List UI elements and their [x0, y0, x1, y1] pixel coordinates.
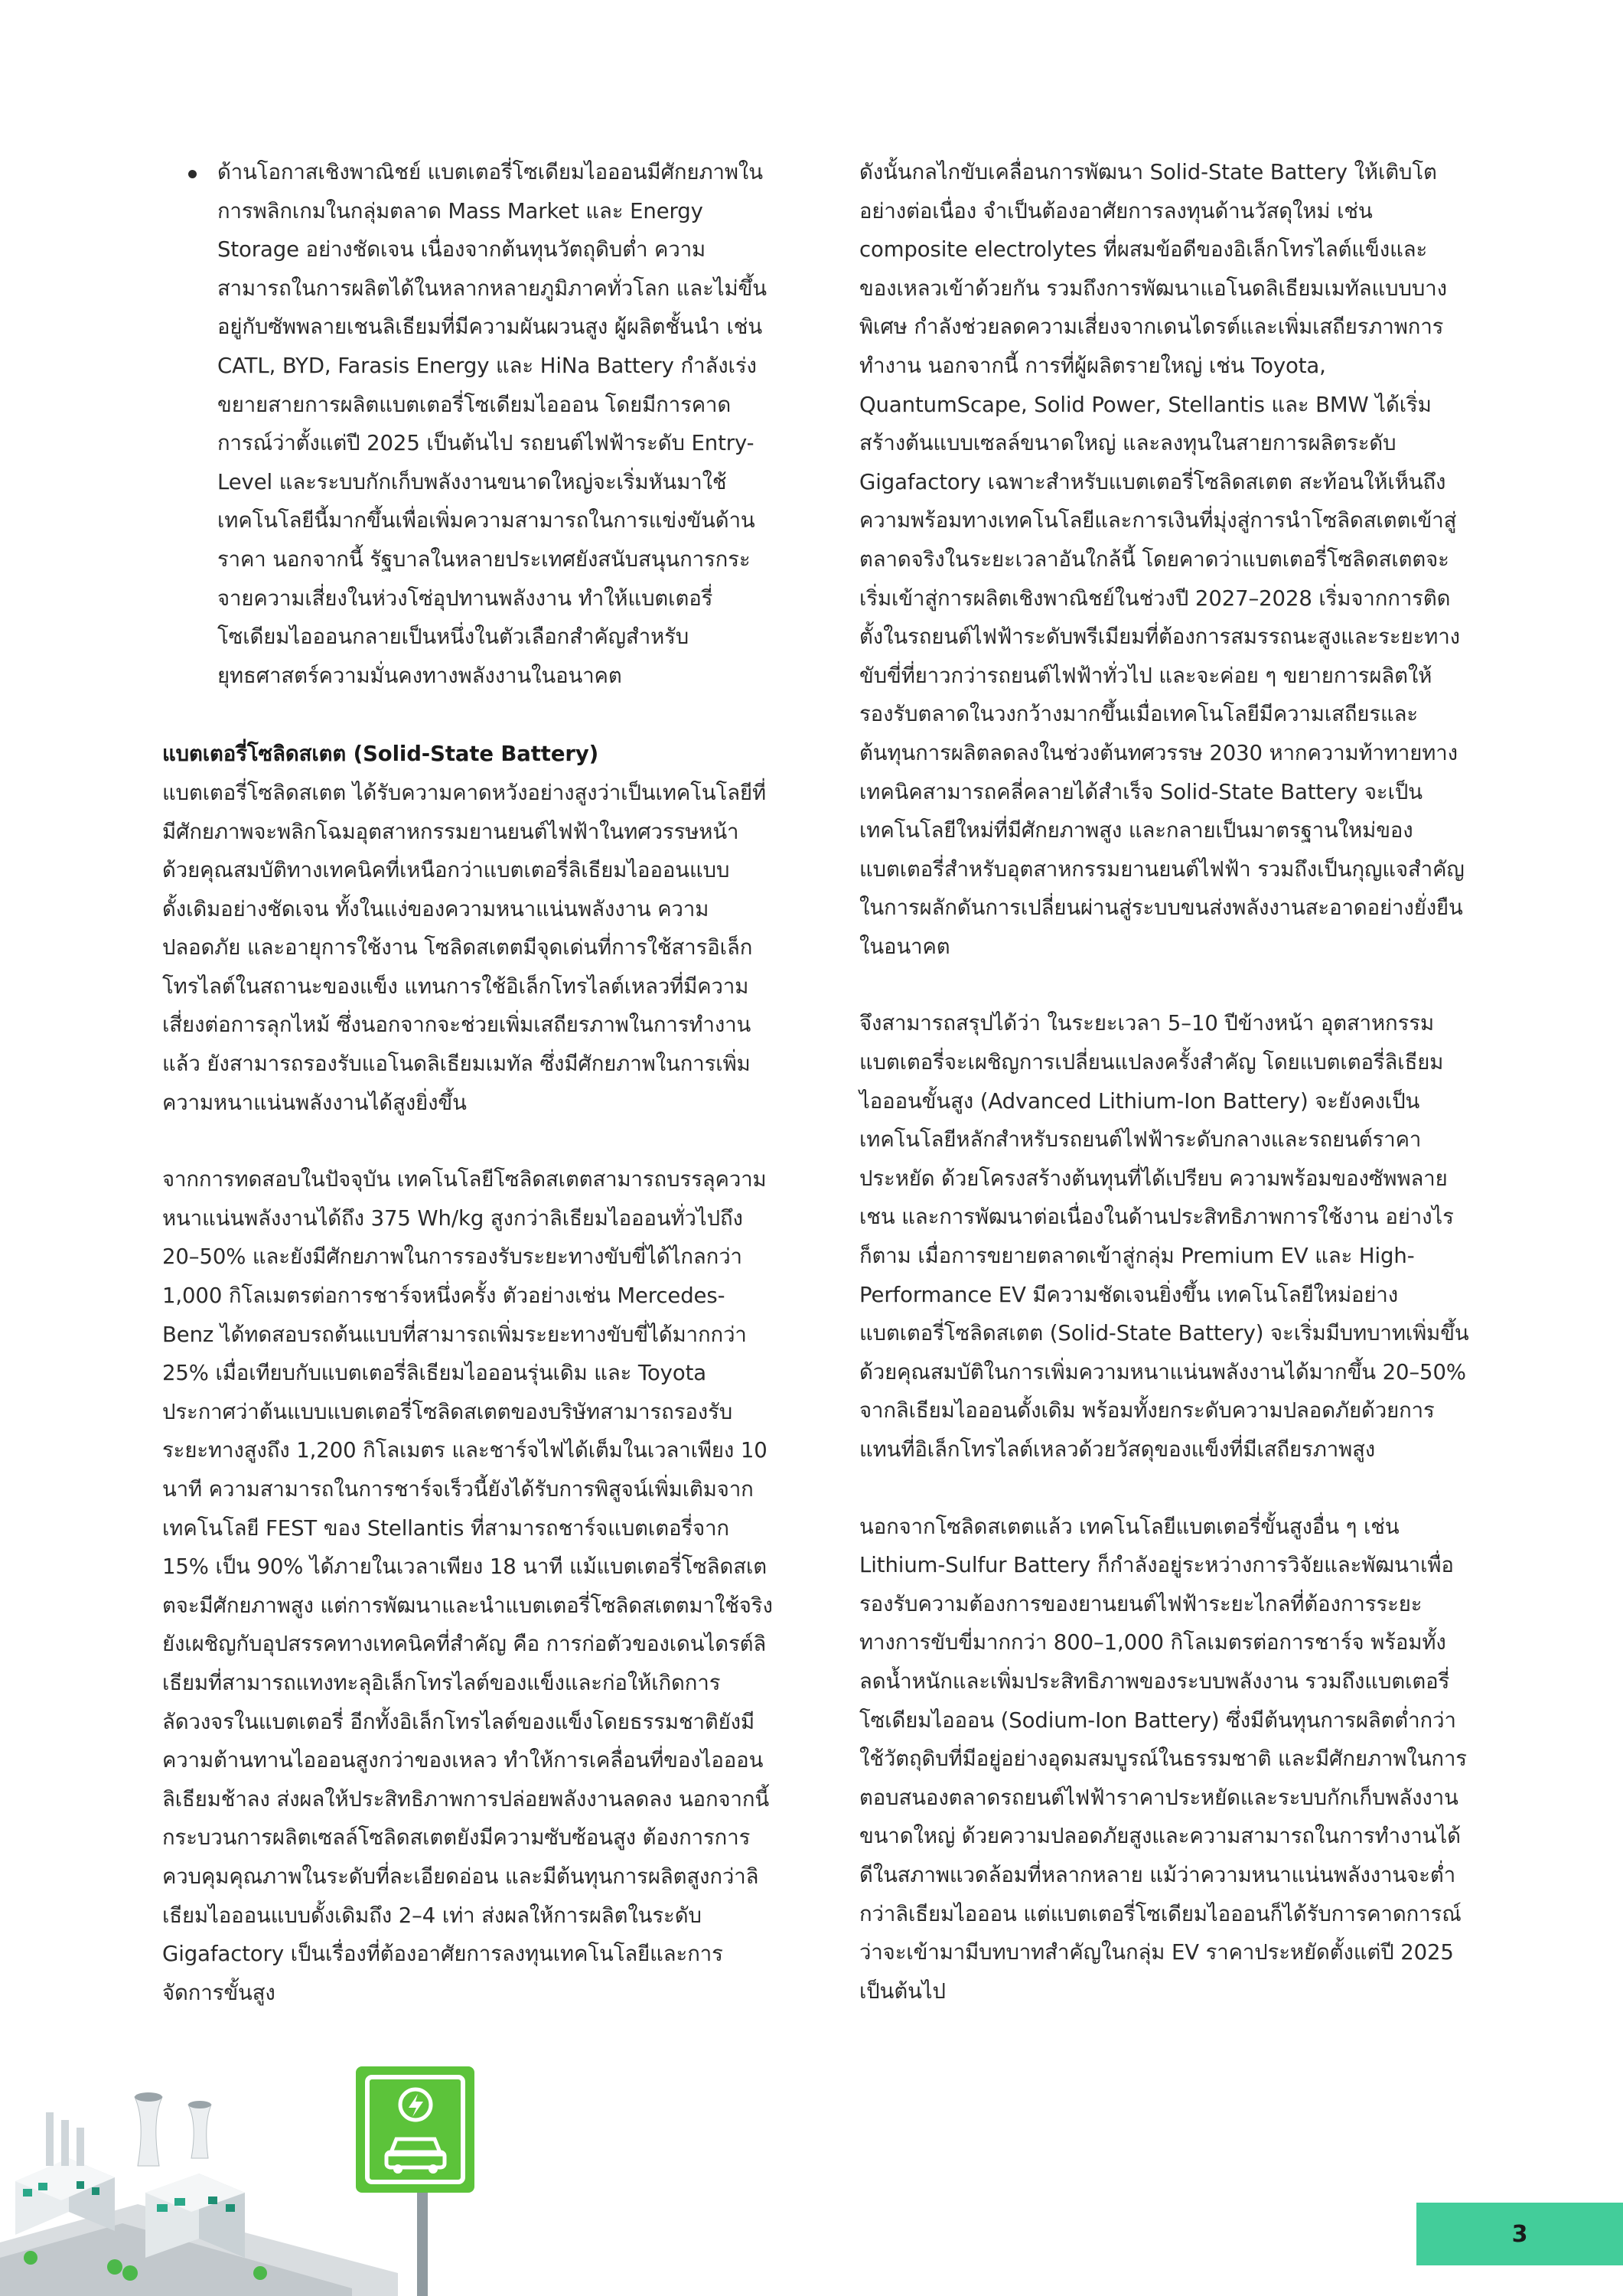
bullet-icon	[188, 170, 197, 178]
city-illustration	[0, 2066, 490, 2296]
bullet-item	[162, 153, 774, 695]
left-column	[162, 153, 774, 2012]
building-icon	[15, 2158, 115, 2235]
paragraph: จึงสามารถสรุปได้ว่า ในระยะเวลา 5–10 ปีข้างหน้า อุตสาหกรรมแบตเตอรี่จะเผชิญการเปลี่ยนแปลงครั้งสำคัญ โดยแบตเตอรี่ลิเธียมไอออนขั้นสูง (Advanced Lithium-Ion Battery) จะยังคงเป็นเทคโนโลยีหลักสำหรับรถยนต์ไฟฟ้าระดับกลางและรถยนต์ราคาประหยัด ด้วยโครงสร้างต้นทุนที่ได้เปรียบ ความพร้อมของซัพพลายเชน และการพัฒนาต่อเนื่องในด้านประสิทธิภาพการใช้งาน อย่างไรก็ตาม เมื่อการขยายตลาดเข้าสู่กลุ่ม Premium EV และ High-Performance EV มีความชัดเจนยิ่งขึ้น เทคโนโลยีใหม่อย่างแบตเตอรี่โซลิดสเตต (Solid-State Battery) จะเริ่มมีบทบาทเพิ่มขึ้น ด้วยคุณสมบัติในการเพิ่มความหนาแน่นพลังงานได้มากขึ้น 20–50% จากลิเธียมไอออนดั้งเดิม พร้อมทั้งยกระดับความปลอดภัยด้วยการแทนที่อิเล็กโทรไลต์เหลวด้วยวัสดุของแข็งที่มีเสถียรภาพสูง	[859, 1011, 1469, 1462]
section-heading: แบตเตอรี่โซลิดสเตต (Solid-State Battery)	[162, 742, 599, 767]
chimney-icon	[46, 2092, 211, 2166]
page-number-badge	[1416, 2203, 1623, 2265]
bullet-paragraph: ด้านโอกาสเชิงพาณิชย์ แบตเตอรี่โซเดียมไอออนมีศักยภาพในการพลิกเกมในกลุ่มตลาด Mass Market และ Energy Storage อย่างชัดเจน เนื่องจากต้นทุนวัตถุดิบต่ำ ความสามารถในการผลิตได้ในหลากหลายภูมิภาคทั่วโลก และไม่ขึ้นอยู่กับซัพพลายเชนลิเธียมที่มีความผันผวนสูง ผู้ผลิตชั้นนำ เช่น CATL, BYD, Farasis Energy และ HiNa Battery กำลังเร่งขยายสายการผลิตแบตเตอรี่โซเดียมไอออน โดยมีการคาดการณ์ว่าตั้งแต่ปี 2025 เป็นต้นไป รถยนต์ไฟฟ้าระดับ Entry-Level และระบบกักเก็บพลังงานขนาดใหญ่จะเริ่มหันมาใช้เทคโนโลยีนี้มากขึ้นเพื่อเพิ่มความสามารถในการแข่งขันด้านราคา นอกจากนี้ รัฐบาลในหลายประเทศยังสนับสนุนการกระจายความเสี่ยงในห่วงโซ่อุปทานพลังงาน ทำให้แบตเตอรี่โซเดียมไอออนกลายเป็นหนึ่งในตัวเลือกสำคัญสำหรับยุทธศาสตร์ความมั่นคงทางพลังงานในอนาคต	[217, 160, 767, 688]
paragraph: แบตเตอรี่โซลิดสเตต ได้รับความคาดหวังอย่างสูงว่าเป็นเทคโนโลยีที่มีศักยภาพจะพลิกโฉมอุตสาหกรรมยานยนต์ไฟฟ้าในทศวรรษหน้า ด้วยคุณสมบัติทางเทคนิคที่เหนือกว่าแบตเตอรี่ลิเธียมไอออนแบบดั้งเดิมอย่างชัดเจน ทั้งในแง่ของความหนาแน่นพลังงาน ความปลอดภัย และอายุการใช้งาน โซลิดสเตตมีจุดเด่นที่การใช้สารอิเล็กโทรไลต์ในสถานะของแข็ง แทนการใช้อิเล็กโทรไลต์เหลวที่มีความเสี่ยงต่อการลุกไหม้ ซึ่งนอกจากจะช่วยเพิ่มเสถียรภาพในการทำงานแล้ว ยังสามารถรองรับแอโนดลิเธียมเมทัล ซึ่งมีศักยภาพในการเพิ่มความหนาแน่นพลังงานได้สูงยิ่งขึ้น	[162, 780, 766, 1115]
page-number: 3	[1511, 2220, 1528, 2248]
paragraph: นอกจากโซลิดสเตตแล้ว เทคโนโลยีแบตเตอรี่ขั้นสูงอื่น ๆ เช่น Lithium-Sulfur Battery ก็กำลังอยู่ระหว่างการวิจัยและพัฒนาเพื่อรองรับความต้องการของยานยนต์ไฟฟ้าระยะไกลที่ต้องการระยะทางการขับขี่มากกว่า 800–1,000 กิโลเมตรต่อการชาร์จ พร้อมทั้งลดน้ำหนักและเพิ่มประสิทธิภาพของระบบพลังงาน รวมถึงแบตเตอรี่โซเดียมไอออน (Sodium-Ion Battery) ซึ่งมีต้นทุนการผลิตต่ำกว่า ใช้วัตถุดิบที่มีอยู่อย่างอุดมสมบูรณ์ในธรรมชาติ และมีศักยภาพในการตอบสนองตลาดรถยนต์ไฟฟ้าราคาประหยัดและระบบกักเก็บพลังงานขนาดใหญ่ ด้วยความปลอดภัยสูงและความสามารถในการทำงานได้ดีในสภาพแวดล้อมที่หลากหลาย แม้ว่าความหนาแน่นพลังงานจะต่ำกว่าลิเธียมไอออน แต่แบตเตอรี่โซเดียมไอออนก็ได้รับการคาดการณ์ว่าจะเข้ามามีบทบาทสำคัญในกลุ่ม EV ราคาประหยัดตั้งแต่ปี 2025 เป็นต้นไป	[859, 1514, 1467, 2004]
paragraph: จากการทดสอบในปัจจุบัน เทคโนโลยีโซลิดสเตตสามารถบรรลุความหนาแน่นพลังงานได้ถึง 375 Wh/kg สูงกว่าลิเธียมไอออนทั่วไปถึง 20–50% และยังมีศักยภาพในการรองรับระยะทางขับขี่ได้ไกลกว่า 1,000 กิโลเมตรต่อการชาร์จหนึ่งครั้ง ตัวอย่างเช่น Mercedes-Benz ได้ทดสอบรถต้นแบบที่สามารถเพิ่มระยะทางขับขี่ได้มากกว่า 25% เมื่อเทียบกับแบตเตอรี่ลิเธียมไอออนรุ่นเดิม และ Toyota ประกาศว่าต้นแบบแบตเตอรี่โซลิดสเตตของบริษัทสามารถรองรับระยะทางสูงถึง 1,200 กิโลเมตร และชาร์จไฟได้เต็มในเวลาเพียง 10 นาที ความสามารถในการชาร์จเร็วนี้ยังได้รับการพิสูจน์เพิ่มเติมจากเทคโนโลยี FEST ของ Stellantis ที่สามารถชาร์จแบตเตอรี่จาก 15% เป็น 90% ได้ภายในเวลาเพียง 18 นาที แม้แบตเตอรี่โซลิดสเตตจะมีศักยภาพสูง แต่การพัฒนาและนำแบตเตอรี่โซลิดสเตตมาใช้จริงยังเผชิญกับอุปสรรคทางเทคนิคที่สำคัญ คือ การก่อตัวของเดนไดรต์ลิเธียมที่สามารถแทงทะลุอิเล็กโทรไลต์ของแข็งและก่อให้เกิดการลัดวงจรในแบตเตอรี่ อีกทั้งอิเล็กโทรไลต์ของแข็งโดยธรรมชาติยังมีความต้านทานไอออนสูงกว่าของเหลว ทำให้การเคลื่อนที่ของไอออนลิเธียมช้าลง ส่งผลให้ประสิทธิภาพการปล่อยพลังงานลดลง นอกจากนี้ กระบวนการผลิตเซลล์โซลิดสเตตยังมีความซับซ้อนสูง ต้องการการควบคุมคุณภาพในระดับที่ละเอียดอ่อน และมีต้นทุนการผลิตสูงกว่าลิเธียมไอออนแบบดั้งเดิมถึง 2–4 เท่า ส่งผลให้การผลิตในระดับ Gigafactory เป็นเรื่องที่ต้องอาศัยการลงทุนเทคโนโลยีและการจัดการขั้นสูง	[162, 1167, 773, 2005]
right-column	[859, 153, 1471, 2011]
ev-charging-station-icon	[356, 2066, 474, 2296]
paragraph: ดังนั้นกลไกขับเคลื่อนการพัฒนา Solid-State Battery ให้เติบโตอย่างต่อเนื่อง จำเป็นต้องอาศัยการลงทุนด้านวัสดุใหม่ เช่น composite electrolytes ที่ผสมข้อดีของอิเล็กโทรไลต์แข็งและของเหลวเข้าด้วยกัน รวมถึงการพัฒนาแอโนดลิเธียมเมทัลแบบบางพิเศษ กำลังช่วยลดความเสี่ยงจากเดนไดรต์และเพิ่มเสถียรภาพการทำงาน นอกจากนี้ การที่ผู้ผลิตรายใหญ่ เช่น Toyota, QuantumScape, Solid Power, Stellantis และ BMW ได้เริ่มสร้างต้นแบบเซลล์ขนาดใหญ่ และลงทุนในสายการผลิตระดับ Gigafactory เฉพาะสำหรับแบตเตอรี่โซลิดสเตต สะท้อนให้เห็นถึงความพร้อมทางเทคโนโลยีและการเงินที่มุ่งสู่การนำโซลิดสเตตเข้าสู่ตลาดจริงในระยะเวลาอันใกล้นี้ โดยคาดว่าแบตเตอรี่โซลิดสเตตจะเริ่มเข้าสู่การผลิตเชิงพาณิชย์ในช่วงปี 2027–2028 เริ่มจากการติดตั้งในรถยนต์ไฟฟ้าระดับพรีเมียมที่ต้องการสมรรถนะสูงและระยะทางขับขี่ที่ยาวกว่ารถยนต์ไฟฟ้าทั่วไป และจะค่อย ๆ ขยายการผลิตให้รองรับตลาดในวงกว้างมากขึ้นเมื่อเทคโนโลยีมีความเสถียรและต้นทุนการผลิตลดลงในช่วงต้นทศวรรษ 2030 หากความท้าทายทางเทคนิคสามารถคลี่คลายได้สำเร็จ Solid-State Battery จะเป็นเทคโนโลยีใหม่ที่มีศักยภาพสูง และกลายเป็นมาตรฐานใหม่ของแบตเตอรี่สำหรับอุตสาหกรรมยานยนต์ไฟฟ้า รวมถึงเป็นกุญแจสำคัญในการผลักดันการเปลี่ยนผ่านสู่ระบบขนส่งพลังงานสะอาดอย่างยั่งยืนในอนาคต	[859, 160, 1465, 959]
